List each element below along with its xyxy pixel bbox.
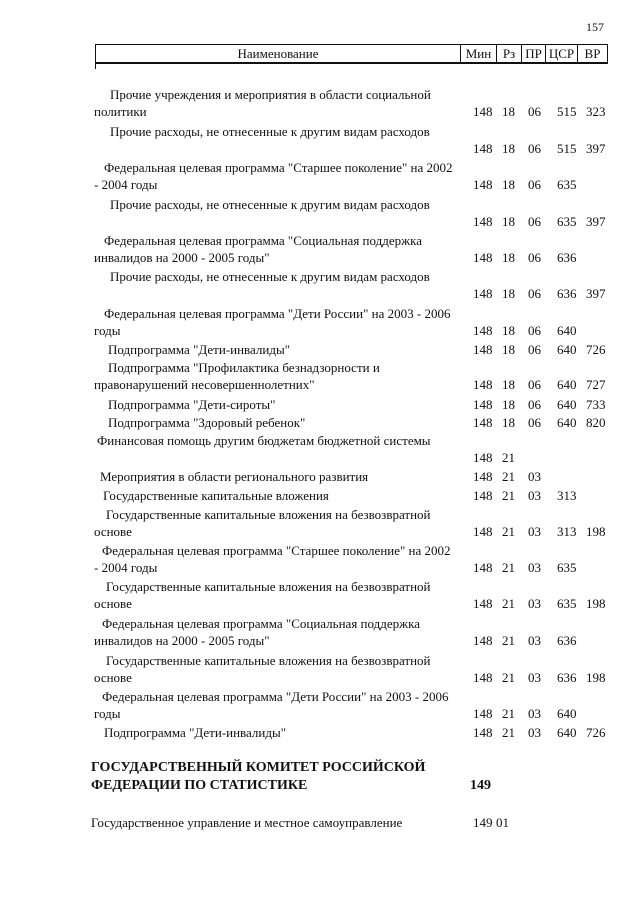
code-vr: 323	[586, 104, 606, 119]
code-min: 148	[473, 377, 493, 392]
row-name: Федеральная целевая программа "Дети России" на 2003 - 2006 годы	[94, 689, 449, 721]
code-pr: 06	[528, 214, 541, 229]
code-csr: 636	[557, 633, 577, 648]
code-vr: 397	[586, 286, 606, 301]
table-row	[0, 196, 640, 230]
code-pr: 03	[528, 670, 541, 685]
table-row	[0, 359, 640, 393]
code-csr: 313	[557, 488, 577, 503]
page-number: 157	[586, 20, 604, 34]
code-pr: 03	[528, 596, 541, 611]
table-row	[0, 578, 640, 612]
code-csr: 636	[557, 670, 577, 685]
code-csr: 640	[557, 725, 577, 740]
code-min: 148	[473, 596, 493, 611]
code-rz: 18	[502, 397, 515, 412]
code-pr: 03	[528, 488, 541, 503]
code-min: 148	[473, 633, 493, 648]
table-header	[95, 44, 608, 64]
table-row	[0, 814, 640, 831]
header-pr: ПР	[521, 45, 545, 62]
code-csr: 640	[557, 397, 577, 412]
row-name: Прочие расходы, не отнесенные к другим видам расходов	[110, 197, 430, 212]
code-min: 148	[473, 214, 493, 229]
code-pr: 03	[528, 633, 541, 648]
table-row	[0, 468, 640, 485]
code-pr: 03	[528, 725, 541, 740]
row-name: Федеральная целевая программа "Социальная поддержка инвалидов на 2000 - 2005 годы"	[94, 616, 421, 648]
code-vr: 198	[586, 670, 606, 685]
table-row	[0, 652, 640, 686]
code-csr: 640	[557, 377, 577, 392]
header-vr: ВР	[577, 45, 607, 62]
table-row	[0, 542, 640, 576]
code-min: 148	[473, 286, 493, 301]
code-min: 148	[473, 560, 493, 575]
table-row	[0, 688, 640, 722]
code-vr: 397	[586, 214, 606, 229]
header-csr: ЦСР	[545, 45, 577, 62]
row-name: Мероприятия в области регионального развития	[100, 469, 369, 484]
code-min: 148	[473, 450, 493, 465]
code-pr: 06	[528, 323, 541, 338]
code-pr: 06	[528, 377, 541, 392]
code-csr: 640	[557, 706, 577, 721]
code-rz: 21	[502, 524, 515, 539]
code-pr: 03	[528, 706, 541, 721]
code-pr: 06	[528, 177, 541, 192]
code-vr: 727	[586, 377, 606, 392]
code-rz: 21	[502, 725, 515, 740]
table-row	[0, 86, 640, 120]
row-name: Подпрограмма "Дети-инвалиды"	[104, 725, 287, 740]
row-name: Подпрограмма "Профилактика безнадзорности и правонарушений несовершеннолетних"	[94, 360, 380, 392]
code-min: 148	[473, 141, 493, 156]
code-pr: 06	[528, 415, 541, 430]
code-csr: 635	[557, 560, 577, 575]
table-row	[0, 506, 640, 540]
row-name: Федеральная целевая программа "Дети России" на 2003 - 2006 годы	[94, 306, 451, 338]
code-min: 148	[473, 670, 493, 685]
table-row	[0, 487, 640, 504]
code-rz: 21	[502, 670, 515, 685]
row-name: Государственные капитальные вложения	[103, 488, 329, 503]
code-rz: 21	[502, 488, 515, 503]
code-min: 148	[473, 706, 493, 721]
table-row	[0, 615, 640, 649]
code-min: 148	[473, 323, 493, 338]
row-name: Федеральная целевая программа "Старшее поколение" на 2002 - 2004 годы	[94, 543, 451, 575]
code-csr: 640	[557, 415, 577, 430]
code-vr: 397	[586, 141, 606, 156]
row-name: Подпрограмма "Дети-сироты"	[108, 397, 276, 412]
code-pr: 06	[528, 397, 541, 412]
row-name: Государственные капитальные вложения на безвозвратной основе	[94, 507, 431, 539]
code-pr: 06	[528, 342, 541, 357]
row-name: Прочие учреждения и мероприятия в области социальной политики	[94, 87, 431, 119]
code-min: 148	[473, 469, 493, 484]
code-csr: 635	[557, 177, 577, 192]
code-min: 148	[473, 397, 493, 412]
row-name: Подпрограмма "Дети-инвалиды"	[108, 342, 291, 357]
header-rz: Рз	[496, 45, 521, 62]
row-name: Финансовая помощь другим бюджетам бюджетной системы	[97, 433, 431, 448]
code-min: 148	[473, 104, 493, 119]
code-csr: 640	[557, 323, 577, 338]
code-rz: 18	[502, 342, 515, 357]
row-name: Государственные капитальные вложения на безвозвратной основе	[94, 653, 431, 685]
code-rz: 21	[502, 450, 515, 465]
row-name: Прочие расходы, не отнесенные к другим видам расходов	[110, 124, 430, 139]
table-row	[0, 159, 640, 193]
code-rz: 21	[502, 560, 515, 575]
code-csr: 640	[557, 342, 577, 357]
table-row	[0, 724, 640, 741]
code-rz: 01	[496, 815, 509, 830]
code-rz: 21	[502, 706, 515, 721]
code-min: 148	[473, 342, 493, 357]
table-row	[0, 414, 640, 431]
code-vr: 198	[586, 524, 606, 539]
row-name: Прочие расходы, не отнесенные к другим видам расходов	[110, 269, 430, 284]
code-rz: 18	[502, 377, 515, 392]
code-pr: 03	[528, 560, 541, 575]
code-pr: 06	[528, 104, 541, 119]
code-rz: 21	[502, 596, 515, 611]
code-rz: 18	[502, 250, 515, 265]
code-min: 148	[473, 488, 493, 503]
code-rz: 18	[502, 104, 515, 119]
code-rz: 18	[502, 323, 515, 338]
table-row	[0, 341, 640, 358]
code-pr: 06	[528, 250, 541, 265]
table-row	[0, 123, 640, 157]
code-vr: 198	[586, 596, 606, 611]
code-rz: 18	[502, 214, 515, 229]
code-csr: 313	[557, 524, 577, 539]
code-rz: 18	[502, 286, 515, 301]
table-row	[0, 432, 640, 466]
code-csr: 636	[557, 286, 577, 301]
code-csr: 635	[557, 214, 577, 229]
row-name: Государственные капитальные вложения на безвозвратной основе	[94, 579, 431, 611]
header-min: Мин	[460, 45, 496, 62]
code-min: 148	[473, 250, 493, 265]
code-csr: 515	[557, 104, 577, 119]
section-heading: ГОСУДАРСТВЕННЫЙ КОМИТЕТ РОССИЙСКОЙ ФЕДЕРАЦИИ ПО СТАТИСТИКЕ	[91, 760, 426, 793]
code-vr: 820	[586, 415, 606, 430]
code-csr: 636	[557, 250, 577, 265]
code-min: 148	[473, 524, 493, 539]
code-vr: 726	[586, 725, 606, 740]
code-rz: 18	[502, 141, 515, 156]
code-rz: 21	[502, 633, 515, 648]
code-vr: 733	[586, 397, 606, 412]
code-rz: 18	[502, 177, 515, 192]
row-name: Федеральная целевая программа "Социальная поддержка инвалидов на 2000 - 2005 годы"	[94, 233, 423, 265]
table-row	[0, 759, 640, 795]
code-pr: 06	[528, 141, 541, 156]
row-name: Федеральная целевая программа "Старшее поколение" на 2002 - 2004 годы	[94, 160, 453, 192]
code-min: 149	[470, 778, 491, 793]
header-tick	[95, 63, 96, 69]
header-name: Наименование	[237, 45, 319, 61]
code-csr: 515	[557, 141, 577, 156]
table-row	[0, 232, 640, 266]
table-row	[0, 268, 640, 302]
row-name: Подпрограмма "Здоровый ребенок"	[108, 415, 306, 430]
code-rz: 18	[502, 415, 515, 430]
code-pr: 06	[528, 286, 541, 301]
code-pr: 03	[528, 469, 541, 484]
table-row	[0, 305, 640, 339]
row-name: Государственное управление и местное самоуправление	[91, 815, 403, 830]
code-rz: 21	[502, 469, 515, 484]
code-min: 148	[473, 415, 493, 430]
code-csr: 635	[557, 596, 577, 611]
code-min: 148	[473, 725, 493, 740]
code-vr: 726	[586, 342, 606, 357]
table-row	[0, 396, 640, 413]
code-min: 148	[473, 177, 493, 192]
code-min: 149	[473, 815, 493, 830]
code-pr: 03	[528, 524, 541, 539]
